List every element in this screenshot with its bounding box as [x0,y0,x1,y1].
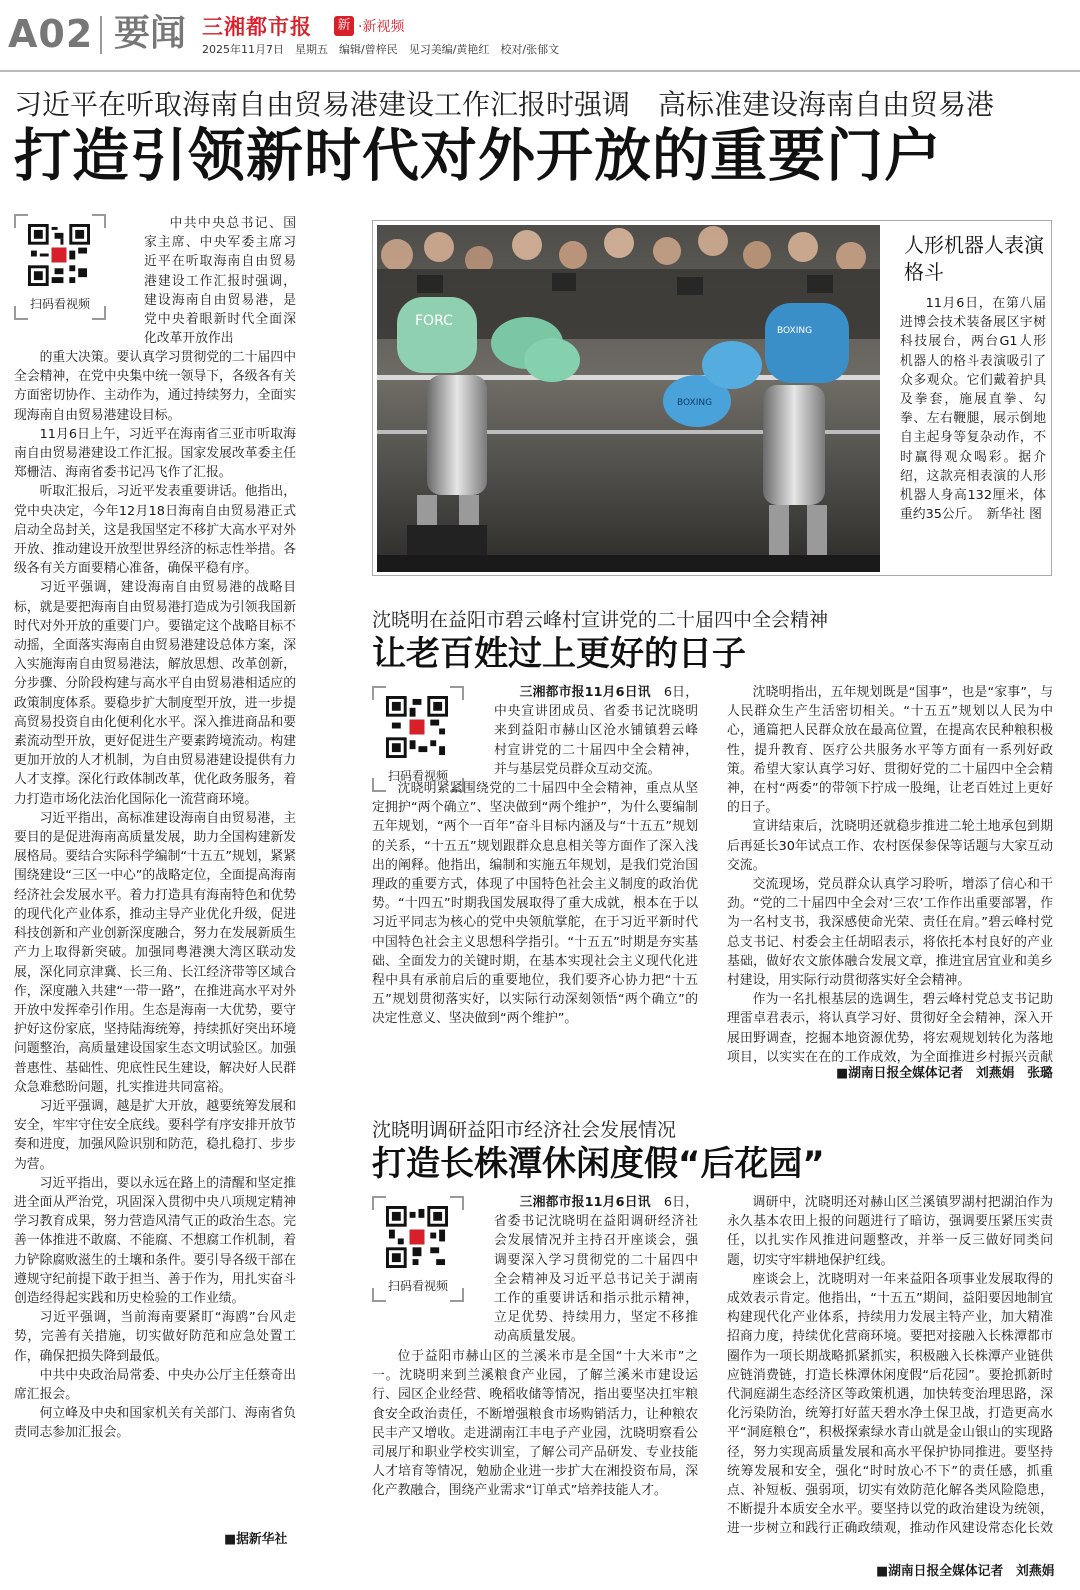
corner-mark [14,214,28,228]
story3-signature: ■湖南日报全媒体记者 刘燕娟 [876,1564,1055,1579]
paragraph: 中共中央政治局常委、中央办公厅主任蔡奇出席汇报会。 [14,1367,296,1402]
page-header [0,0,1080,66]
story2-body-right [727,683,1053,1067]
paper-logo: 三湘都市报 [202,15,312,39]
story3-kicker: 沈晓明调研益阳市经济社会发展情况 [372,1119,677,1141]
qr-code-icon[interactable] [386,1206,448,1268]
paragraph: 习近平指出，高标准建设海南自由贸易港，主要目的是促进海南高质量发展，助力全国构建新发展格局。要结合实际科学编制“十五五”规划，紧紧围绕建设“三区一中心”的战略定位，全面提高海南经济社会发展水平。着力打造具有海南特色和优势的现代化产业体系，推动主导产业优化升级，促进科技创新和产业创新深度融合，努力在发展新质生产力上取得新突破。加强同粤港澳大湾区联动发展，深化同京津冀、长三角、长江经济带等区域合作，深度融入共建“一带一路”，在推进高水平对外开放中发挥牵引作用。生态是海南一大优势，要守护好这份家底，坚持陆海统筹，持续抓好突出环境问题整治，高质量建设国家生态文明试验区。加强普惠性、基础性、兜底性民生建设，解决好人民群众急难愁盼问题，扎实推进共同富裕。 [14,810,296,1095]
paragraph: 何立峰及中央和国家机关有关部门、海南省负责同志参加汇报会。 [14,1406,296,1441]
paragraph: 沈晓明指出，五年规划既是“国事”，也是“家事”，与人民群众生产生活密切相关。“十五五”规划以人民为中心，通篇把人民群众放在最高位置，在提高农民种粮积极性，提升教育、医疗公共服务水平等方面有一系列好政策。希望大家认真学习好、贯彻好党的二十届四中全会精神，在村“两委”的带领下拧成一股绳，让老百姓过上更好的日子。 [727,685,1053,816]
paragraph: 听取汇报后，习近平发表重要讲话。他指出，党中央决定，今年12月18日海南自由贸易港正式启动全岛封关，这是我国坚定不移扩大高水平对外开放、推动建设开放型世界经济的标志性举措。各级各有关方面要精心准备，确保平稳有序。 [14,484,296,577]
story1-headline: 打造引领新时代对外开放的重要门户 [14,123,942,189]
story2-kicker: 沈晓明在益阳市碧云峰村宣讲党的二十届四中全会精神 [372,609,829,631]
story1-body [14,348,296,1553]
story3-body-right [727,1193,1053,1539]
story2-lead: 三湘都市报11月6日讯 6日，中央宣讲团成员、省委书记沈晓明来到益阳市赫山区沧水铺镇碧云峰村宣讲党的二十届四中全会精神，并与基层党员群众互动交流。 [494,685,698,777]
story2-qr-block[interactable] [372,686,464,792]
robot-boxing-illustration [377,225,880,572]
photo-caption-text: 11月6日，在第八届进博会技术装备展区宇树科技展台，两台G1人形机器人的格斗表演吸引了众多观众。它们戴着护具及拳套，施展直拳、勾拳、左右鞭腿，展示倒地自主起身等复杂动作，不时赢得观众喝彩。据介绍，这款亮相表演的人形机器人身高132厘米，体重约35公斤。 新华社 图 [900,296,1046,523]
corner-mark [372,686,386,700]
paragraph: 沈晓明紧紧围绕党的二十届四中全会精神，重点从坚定拥护“两个确立”、坚决做到“两个维护”，为什么要编制五年规划，“两个一百年”奋斗目标内涵及与“十五五”规划的关系，“十五五”规划跟群众息息相关等方面作了深入浅出的阐释。他指出，编制和实施五年规划，是我们党治国理政的重要方式，体现了中国特色社会主义制度的政治优势。“十四五”时期我国发展取得了重大成就，根本在于以习近平同志为核心的党中央领航掌舵，在于习近平新时代中国特色社会主义思想科学指引。“十五五”时期是夯实基础、全面发力的关键时期，在基本实现社会主义现代化进程中具有承前启后的重要地位，我们要齐心协力把“十五五”规划贯彻落实好，以实际行动深刻领悟“两个确立”的决定性意义、坚决做到“两个维护”。 [372,781,698,1027]
story1-kicker: 习近平在听取海南自由贸易港建设工作汇报时强调 高标准建设海南自由贸易港 [14,88,995,121]
story1-intro: 中共中央总书记、国家主席、中央军委主席习近平在听取海南自由贸易港建设工作汇报时强调，建设海南自由贸易港，是党中央着眼新时代全面深化改革开放作出 [144,216,296,347]
corner-mark [450,1196,464,1210]
glove-text: BOXING [677,398,713,408]
qr-label: 扫码看视频 [387,769,448,783]
page-number: A02 [8,12,94,56]
paragraph: 交流现场，党员群众认真学习聆听，增添了信心和干劲。“党的二十届四中全会对‘三农’工作作出重要部署，作为一名村支书，我深感使命光荣、责任在肩。”碧云峰村党总支书记、村委会主任胡昭表示，将依托本村良好的产业基础，做好农文旅体融合发展文章，推进宜居宜业和美乡村建设，用实际行动贯彻落实好全会精神。 [727,877,1053,989]
corner-mark [372,1196,386,1210]
helmet-left-text: FORC [415,313,453,329]
paragraph: 习近平指出，要以永远在路上的清醒和坚定推进全面从严治党，巩固深入贯彻中央八项规定精神学习教育成果，努力营造风清气正的政治生态。完善一体推进不敢腐、不能腐、不想腐工作机制，着力铲除腐败滋生的土壤和条件。要引导各级干部在遵规守纪前提下敢于担当、善于作为，用扎实奋斗创造经得起实践和历史检验的工作业绩。 [14,1175,296,1306]
story3-byline: 三湘都市报11月6日讯 [519,1195,651,1210]
qr-label: 扫码看视频 [29,297,90,311]
story2-body-left [372,779,698,1085]
robot-boxing-photo [377,225,880,572]
story2-headline: 让老百姓过上更好的日子 [372,634,746,674]
paragraph: 习近平强调，建设海南自由贸易港的战略目标，就是要把海南自由贸易港打造成为引领我国新时代对外开放的重要门户。要锚定这个战略目标不动摇，全面落实海南自由贸易港建设总体方案，深入实施海南自由贸易港法，解放思想、改革创新，分步骤、分阶段构建与高水平自由贸易港相适应的政策制度体系。要稳步扩大制度型开放，进一步提高贸易投资自由化便利化水平。深入推进商品和要素流动型开放，更好促进生产要素跨境流动。构建更加开放的人才机制，为自由贸易港建设提供有力人才支撑。深化行政体制改革，优化政务服务，着力打造市场化法治化国际化一流营商环境。 [14,580,296,807]
story2-signature: ■湖南日报全媒体记者 刘燕娟 张璐 [836,1066,1053,1081]
qr-label: 扫码看视频 [387,1279,448,1293]
helmet-right-text: BOXING [777,326,813,336]
header-rule [0,70,1080,72]
story1-signature: ■据新华社 [224,1532,288,1547]
paragraph: 宣讲结束后，沈晓明还就稳步推进二轮土地承包到期后再延长30年试点工作、农村医保参保等话题与大家互动交流。 [727,819,1053,873]
header-divider [100,16,102,54]
paragraph: 位于益阳市赫山区的兰溪米市是全国“十大米市”之一。沈晓明来到兰溪粮食产业园，了解兰溪米市建设运行、园区企业经营、晚稻收储等情况，指出要坚决扛牢粮食安全政治责任，不断增强粮食市场购销活力，让种粮农民丰产又增收。走进湖南江丰电子产业园，沈晓明察看公司展厅和职业学校实训室，了解公司产品研发、专业技能人才培育等情况，勉励企业进一步扩大在湘投资布局，深化产教融合，围绕产业需求“订单式”培养技能人才。 [372,1349,698,1499]
qr-code-icon[interactable] [28,224,90,286]
paragraph: 座谈会上，沈晓明对一年来益阳各项事业发展取得的成效表示肯定。他指出，“十五五”期间，益阳要因地制宜构建现代化产业体系，持续用力发展主特产业，加大精准招商力度，持续优化营商环境。要把对接融入长株潭都市圈作为一项长期战略抓紧抓实，积极融入长株潭产业链供应链消费链，打造长株潭休闲度假“后花园”。要抢抓新时代洞庭湖生态经济区等政策机遇，加快转变治理思路，深化污染防治，统筹打好蓝天碧水净土保卫战，打造更高水平“洞庭粮仓”，积极探索绿水青山就是金山银山的实现路径，努力实现高质量发展和高水平保护协同推进。要坚持统筹发展和安全，强化“时时放心不下”的责任感，抓重点、补短板、强弱项，切实有效防范化解各类风险隐患，不断提升本质安全水平。要坚持以党的政治建设为统领，进一步树立和践行正确政绩观，推动作风建设常态化长效 [727,1271,1053,1537]
section-name: 要闻 [114,13,187,54]
qr-code-icon[interactable] [386,696,448,758]
story3-headline: 打造长株潭休闲度假“后花园” [372,1144,825,1184]
dateline: 2025年11月7日 星期五 编辑/曾梓民 见习美编/黄艳红 校对/张郁文 [202,43,560,56]
corner-mark [450,686,464,700]
story1-paragraphs [14,348,296,1443]
photo-caption-title: 人形机器人表演格斗 [904,233,1044,284]
story3-body-left [372,1347,698,1585]
story3-lead: 三湘都市报11月6日讯 6日，省委书记沈晓明在益阳调研经济社会发展情况并主持召开座谈会，强调要深入学习贯彻党的二十届四中全会精神及习近平总书记关于湖南工作的重要讲话和指示批示精神，立足优势、持续用力，坚定不移推动高质量发展。 [494,1195,698,1345]
story1-qr-block[interactable] [14,214,106,320]
paragraph: 11月6日上午，习近平在海南省三亚市听取海南自由贸易港建设工作汇报。国家发展改革委主任郑栅洁、海南省委书记冯飞作了汇报。 [14,426,296,481]
app-logo-icon: 新 [334,16,354,36]
app-name: ·新视频 [358,19,405,35]
story2-byline: 三湘都市报11月6日讯 [519,685,651,700]
story3-qr-block[interactable] [372,1196,464,1302]
paragraph: 作为一名扎根基层的选调生，碧云峰村党总支书记助理雷卓君表示，将认真学习好、贯彻好全会精神，深入开展田野调查，挖掘本地资源优势，将宏观规划转化为落地项目，以实实在在的工作成效，为全面推进乡村振兴贡献 [727,992,1053,1065]
paragraph: 的重大决策。要认真学习贯彻党的二十届四中全会精神，在党中央集中统一领导下，各级各有关方面密切协作、主动作为，通过持续努力，全面实现海南自由贸易港建设目标。 [14,350,296,423]
paragraph: 习近平强调，越是扩大开放，越要统筹发展和安全，牢牢守住安全底线。要科学有序安排开放节奏和进度，加强风险识别和防范，稳扎稳打、步步为营。 [14,1098,296,1172]
paragraph: 调研中，沈晓明还对赫山区兰溪镇罗湖村把湖泊作为永久基本农田上报的问题进行了暗访，强调要压紧压实责任，以扎实作风推进问题整改，并举一反三做好同类问题，切实守牢耕地保护红线。 [727,1195,1053,1268]
corner-mark [92,214,106,228]
paragraph: 习近平强调，当前海南要紧盯“海鸥”台风走势，完善有关措施，切实做好防范和应急处置工作，确保把损失降到最低。 [14,1310,296,1364]
